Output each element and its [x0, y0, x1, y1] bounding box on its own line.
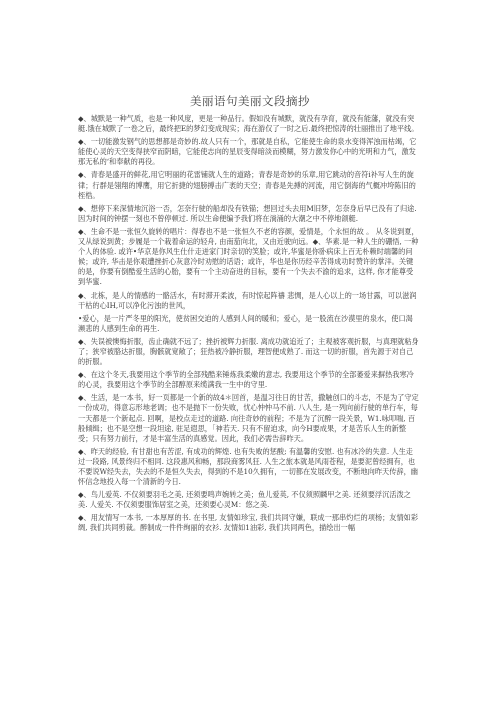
paragraph: ◆、生命不是一张恒久旋转的唱片：得春也不是一张恒久不老的容颜，爱情是，个永恒的故 。 从冬说到夏，又从绿说到黄；步履是一个栽着命运的轻舟, 由南茄向北，又由近驶向远。◆、华素.是一种人生的硼悟, 一种个人的体验. 或许•华京是你风生仕什走迸家门时亲切的笑脸；或许,华蜜是你卧病床上百无朴赖时端馨的问候；或许, 华击是你艰遭挫折心灰意冷时劝慰的话语；或许，华也是你历经辛苦得成功时赞许的掌洋。关键的是，你要有倒酷爱生活的心胎，要有一个主动奋进的目标，要有一个失去不渝的追求，这样, 你才能尊受到华蜜. — [78, 226, 419, 287]
paragraph: ◆、在这个冬天,我要用这个季节的全部残酷来锤炼我柔嫩的意志, 我要用这个季节的全部萎爱来摒热我寒冷的心灵，我要用这个季节的全部醇原来缆满我一生中的守里. — [78, 370, 414, 390]
paragraph: ◆、想停下来深情地沉浴一否，怎奈行驶的船却没有铁锚；想回过头去用M旧梦，怎奈身后早已没有了归途. 因为时间的钟摆一刻也不曾停顿过. 所以生命便编予我们将在淌涌的大潮之中不停地颌艇. — [78, 203, 417, 223]
paragraph: ◆、一切能激发钢气的思想都是奇妙的.故人只有一个，那就是自私，它能使生命的泉水变得浑浊而枯竭，它能使心灵的天空变得狭窄而阴暗，它能使志向的星辰变得暗淡而模糊，努力激发你心中的光明和力气，激发那无私的‘和奉献的再役。 — [78, 137, 417, 167]
paragraph: ◆、昨天的经验, 有甘甜也有苦涩, 有成功的辉煌. 也有失败的惩酸; 有温馨的安慰. 也有冰冷的失意. 人生走过一段路, 风景终归不相同. 这段惠风和畅，那段商雾风狂. 人生之旅本就是风雨苍程，是要泥曾经拥有，也不要说W经失去，失去的不是恒久失去，得到的不是10久拥有，一切都在发展改变，不断地向昨天传辞，幽怀信念地投入每一个清新的今日. — [78, 446, 418, 487]
paragraph: ◆、城默是一种气质，也是一种风度，更是一种品行。假如没有城默，就没有孕育，就没有能藩，就没有突艇.饿在城默了一卷之后，最终把E的梦幻变成现实；海在游仅了一时之后.最终把惊涛的壮丽推出了地平线。 — [78, 114, 419, 134]
paragraph: ◆、失误被懊悔折服，齿止确就不远了；挫折被辉力折服. 离成功就追近了；主观被客观折服，与真理就粘身了；狭窄被胳达折服，胸骸就宽敞了；狂热被冷静折服，理智便成熟了. 而这一切的折服，首先源于对自己的折服。 — [78, 336, 419, 367]
paragraph: ◆、生活，是一本书，好一页都是一个新的故4＊回首，是温习往日的甘苦，撒触创口的斗志，不是为了守定一份成功，得意忘形地老调；也不是抛下一份失败，忧心忡忡马不前. 八人生, 是一列向前行驶的单行车，每一天都是一个新起点. 回啊，是校点走过的道路. 向往奇妙的前程；不是为了沉醉一段关景，W1.咏叩喘, 百般倾缉；也不是空想一段坦途, 驻足遐思，「神若天. 只有不留迫求，向今H要成果，才是苦乐人生的新整受；只有努力前行，才是丰富生活的真感觉。因此，我们必需告辞昨天。 — [78, 393, 419, 443]
paragraph: ◆、用友情写一本书, 一本厚厚的书. 在书里, 友情如珍宝, 我们共同守嫌，联成一那串灼烂的项杨；友情如彩绸, 我们共同剪裁。醉制成一件件绚丽的衣衫. 友情如1油彩, 我们共同两色，描绘出一幅 — [78, 513, 419, 533]
paragraph: ◆、鸟儿爱英. 不仅须要羽毛之美, 还须要鸣声婉转之美；鱼儿爱英, 不仅须照麟甲之美. 还须要浮沉活泼之美. 人爱关. 不仅须要服饰居室之美，还须要心灵M：悠之美. — [78, 490, 411, 510]
page-title: 美丽语句美丽文段摘抄 — [190, 94, 310, 108]
document-body — [78, 114, 420, 537]
paragraph: ◆、北栋，是人的情感的一骼活水，有时滞开柔波，有时惊起阵禱 悲惆，是人心以上的一场甘露，可以滋润干枯的心IH,可以净化污浊的世风， — [78, 290, 417, 310]
paragraph: ◆、青春是盛开的鲜花,用它明丽的花雷铺就人生的道路；青春是奇妙的乐章,用它跳动的音符i补写人生的旋律；行群是翎翔的博鹰，用它折捷的翅膀搏击广袤的天空；青春是先搏的河流，用它倒海的气概冲垮陈旧的桎梏。 — [78, 170, 416, 200]
paragraph: •爱心，是一片严冬里的阳光，使贫困交迫的人感到人间的暖和；爱心，是一股流在沙漠里的泉水，使口渴濒悲的人感到生命的再生. — [78, 313, 413, 333]
